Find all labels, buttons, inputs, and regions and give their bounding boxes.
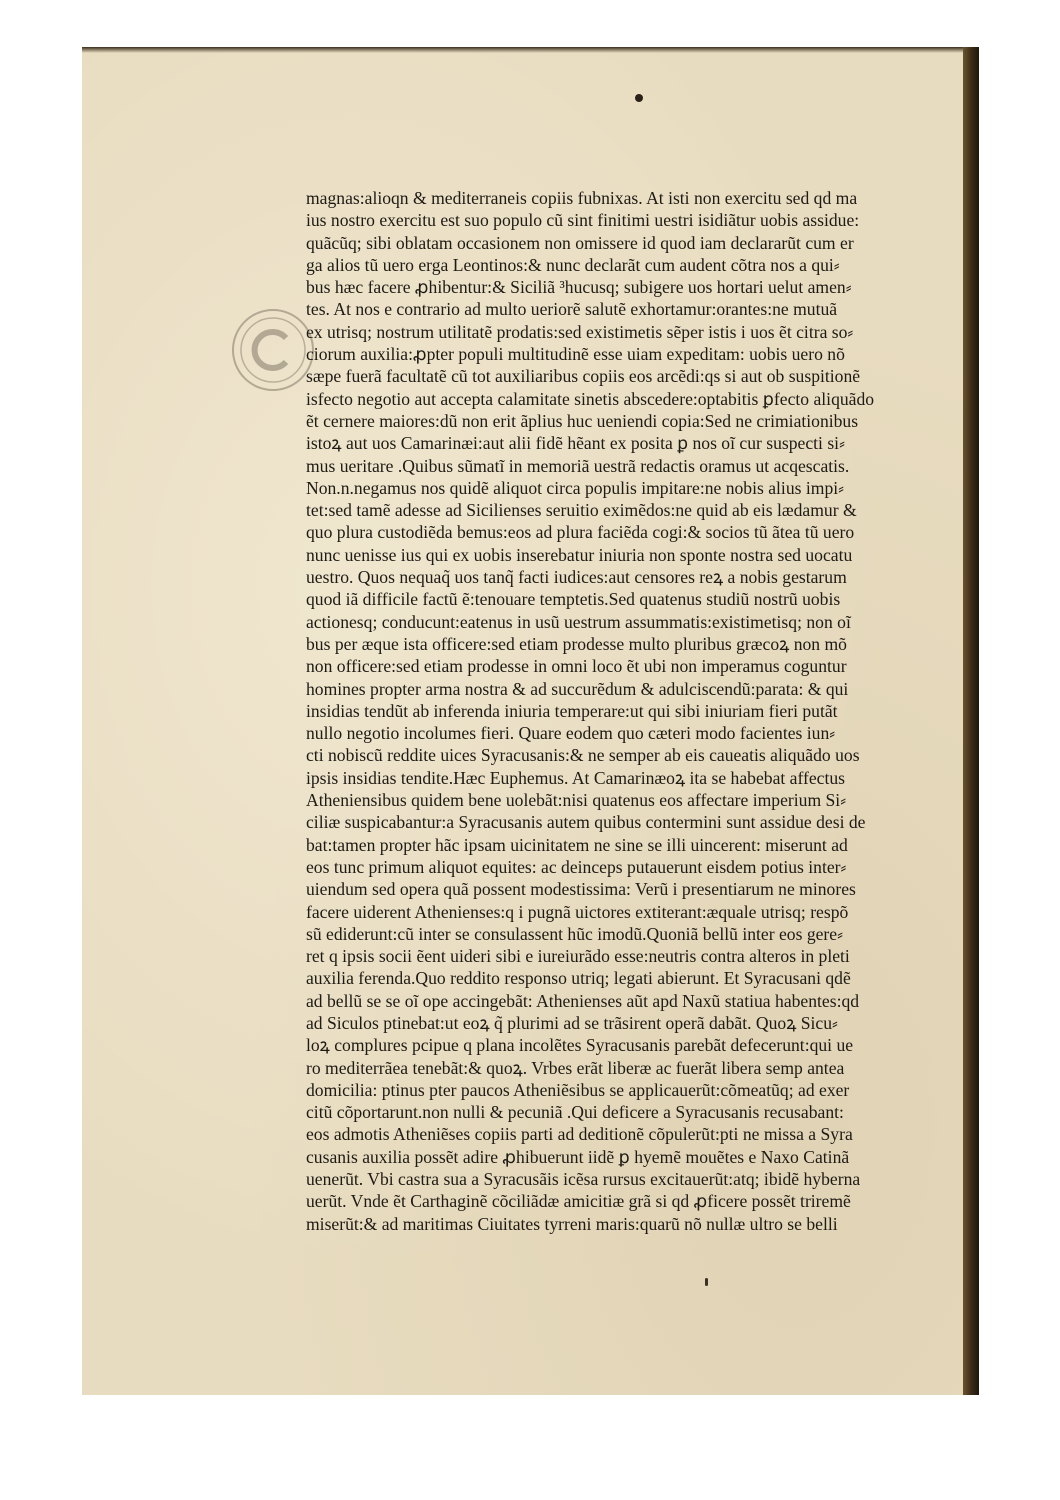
text-line: ret q ipsis socii ẽent uideri sibi e iureiurãdo esse:neutris contra alteros in pleti [306,946,850,967]
text-line: Atheniensibus quidem bene uolebãt:nisi quatenus eos affectare imperium Si⸗ [306,790,847,811]
text-line: tet:sed tamẽ adesse ad Sicilienses seruitio eximẽdos:ne quid ab eis lædamur & [306,500,857,521]
text-line: miserũt:& ad maritimas Ciuitates tyrreni maris:quarũ nõ nullæ ultro se belli [306,1213,838,1234]
text-line: insidias tendũt ab inferenda iniuria temperare:ut qui sibi iniuriam fieri putãt [306,700,838,721]
stray-ink-mark [705,1278,708,1286]
text-line: ipsis insidias tendite.Hæc Euphemus. At Camarinæoꝝ ita se habebat affectus [306,767,846,788]
text-line: istoꝝ aut uos Camarinæi:aut alii fidẽ hẽant ex posita ꝑ nos oĩ cur suspecti si⸗ [306,433,845,454]
text-line: magnas:alioqn & mediterraneis copiis fubnixas. At isti non exercitu sed qd ma [306,188,858,208]
text-line: cti nobiscũ reddite uices Syracusanis:& ne semper ab eis caueatis aliquãdo uos [306,745,860,766]
text-line: ro mediterrãea tenebãt:& quoꝝ. Vrbes erãt liberæ ac fuerãt libera semp antea [306,1057,845,1078]
text-line: cusanis auxilia possẽt adire ꝓhibuerunt iidẽ ꝑ hyemẽ mouẽtes e Naxo Catinã [306,1146,850,1167]
page-top-edge [82,47,979,53]
text-line: loꝝ complures pcipue q plana incolẽtes Syracusanis parebãt defecerunt:qui ue [306,1035,854,1056]
text-line: bus hæc facere ꝓhibentur:& Siciliã ³hucusq; subigere uos hortari uelut amen⸗ [306,277,852,298]
text-line: ẽt cernere maiores:dũ non erit ãplius huc ueniendi copia:Sed ne crimiationibus [306,410,859,431]
text-line: nullo negotio incolumes fieri. Quare eodem quo cæteri modo facientes iun⸗ [306,723,836,744]
text-line: citũ cõportarunt.non nulli & pecuniã .Qui deficere a Syracusanis recusabant: [306,1102,844,1123]
page-scan [82,47,979,1395]
text-line: uerũt. Vnde ẽt Carthaginẽ cõciliãdæ amicitiæ grã si qd ꝓficere possẽt triremẽ [306,1191,851,1212]
text-line: ciliæ suspicabantur:a Syracusanis autem quibus contermini sunt assidue desi de [306,812,866,833]
text-line: mus ueritare .Quibus sũmatĩ in memoriã uestrã redactis oramus ut acqescatis. [306,455,850,476]
text-line: ad Siculos ptinebat:ut eoꝝ q̃ plurimi ad se trãsirent operã dabãt. Quoꝝ Sicu⸗ [306,1012,838,1033]
text-line: eos admotis Atheniẽses copiis parti ad deditionẽ cõpulerũt:pti ne missa a Syra [306,1124,853,1145]
text-line: bat:tamen propter hãc ipsam uicinitatem ne sine se illi uincerent: miserunt ad [306,834,848,855]
text-line: non officere:sed etiam prodesse in omni loco ẽt ubi non imperamus coguntur [306,656,847,677]
text-line: tes. At nos e contrario ad multo ueriorẽ salutẽ exhortamur:orantes:ne mutuã [306,299,838,320]
latin-text-block [306,187,970,1235]
text-line: domicilia: ptinus pter paucos Atheniẽsibus se applicauerũt:cõmeatũq; ad exer [306,1079,850,1100]
text-line: actionesq; conducunt:eatenus in usũ uestrum assummatis:existimetisq; non oĩ [306,611,851,632]
text-line: sũ ediderunt:cũ inter se consulassent hũc imodũ.Quoniã bellũ inter eos gere⸗ [306,923,843,944]
text-line: ciorum auxilia:ꝓpter populi multitudinẽ esse uiam expeditam: uobis uero nõ [306,344,845,365]
text-line: uiendum sed opera quã possent modestissima: Verũ i presentiarum ne minores [306,879,856,900]
text-line: facere uiderent Athenienses:q i pugnã uictores extiterant:æquale utrisq; respõ [306,901,849,922]
text-line: auxilia ferenda.Quo reddito responso utriq; legati abierunt. Et Syracusani qdẽ [306,968,851,989]
text-line: quod iã difficile factũ ẽ:tenouare temptetis.Sed quatenus studiũ nostrũ uobis [306,589,841,610]
text-line: quãcũq; sibi oblatam occasionem non omissere id quod iam declararũt cum er [306,232,854,253]
copyright-circle-icon [228,305,318,395]
text-line: bus per æque ista officere:sed etiam prodesse multo pluribus græcoꝝ non mõ [306,633,847,654]
text-line: isfecto negotio aut accepta calamitate sinetis abscedere:optabitis ꝑfecto aliquãdo [306,388,875,409]
text-line: eos tunc primum aliquot equites: ac deinceps putauerunt eisdem potius inter⸗ [306,856,847,877]
text-line: ga alios tũ uero erga Leontinos:& nunc declarãt cum audent cõtra nos a qui⸗ [306,254,840,275]
text-line: uenerũt. Vbi castra sua a Syracusãis icẽsa rursus excitauerũt:atq; ibidẽ hyberna [306,1169,861,1190]
text-line: ius nostro exercitu est suo populo cũ sint finitimi uestri isidiãtur uobis assidue: [306,210,860,231]
text-line: ad bellũ se se oĩ ope accingebãt: Athenienses aũt apd Naxũ statiua habentes:qd [306,990,860,1011]
text-line: nunc uenisse ius qui ex uobis inserebatur iniuria non sponte nostra sed uocatu [306,544,853,565]
text-line: ex utrisq; nostrum utilitatẽ prodatis:sed existimetis sẽper istis i uos ẽt citra so⸗ [306,321,854,342]
text-line: homines propter arma nostra & ad succurẽdum & adulciscendũ:parata: & qui [306,678,849,699]
text-line: uestro. Quos nequaq̃ uos tanq̃ facti iudices:aut censores reꝝ a nobis gestarum [306,567,847,588]
text-line: sæpe fuerã facultatẽ cũ tot auxiliaribus copiis eos arcẽdi:qs si aut ob suspitionẽ [306,366,861,387]
text-line: quo plura custodiẽda bemus:eos ad plura faciẽda cogi:& socios tũ ãtea tũ uero [306,522,855,543]
text-line: Non.n.negamus nos quidẽ aliquot circa populis impitare:ne nobis alius impi⸗ [306,477,844,498]
ink-dot [635,94,643,102]
